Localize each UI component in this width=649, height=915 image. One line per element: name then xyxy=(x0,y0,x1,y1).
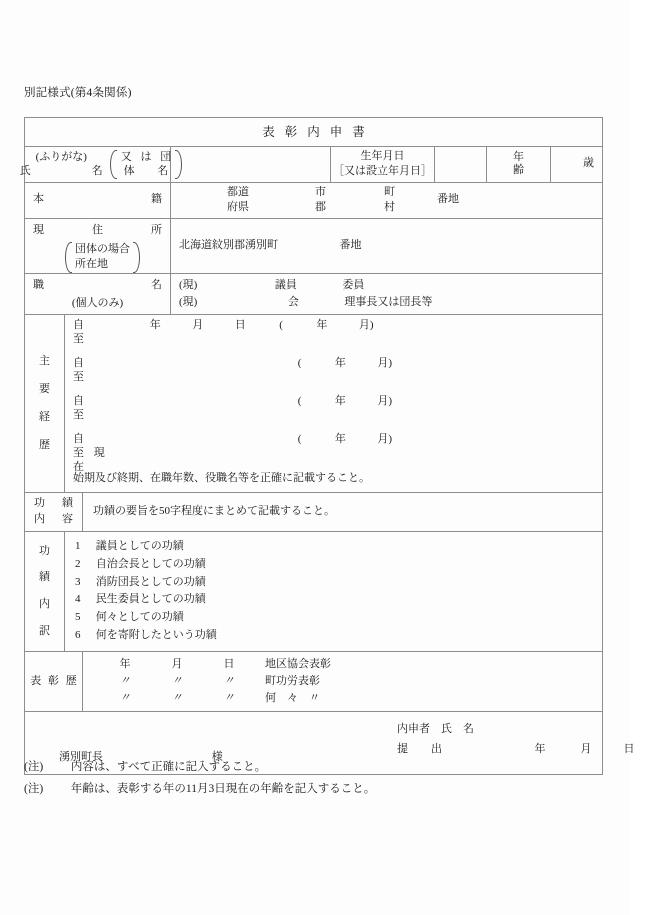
career-entry-row[interactable] xyxy=(65,391,602,429)
career-2-paren-open: ( xyxy=(297,394,302,407)
merit-content-value-field[interactable] xyxy=(83,492,603,531)
job-title-sub-label: (個人のみ) xyxy=(71,296,124,309)
job-line2-right: 理事長又は団長等 xyxy=(344,295,433,308)
submission-details xyxy=(397,720,649,759)
career-2-from: 自 xyxy=(73,394,84,407)
bracket-right-icon xyxy=(133,242,140,274)
birth-date-value-field[interactable] xyxy=(435,147,487,183)
award-2-name: 何 々 〃 xyxy=(265,692,320,705)
note-0-text: 内容は、すべて正確に記入すること。 xyxy=(70,761,267,773)
career-1-paren-year: 年 xyxy=(334,356,346,369)
career-0-day: 日 xyxy=(234,318,246,331)
submit-day-label: 日 xyxy=(623,742,635,755)
list-item xyxy=(75,556,602,574)
current-address-value-field[interactable] xyxy=(171,218,603,273)
career-1-paren-open: ( xyxy=(297,356,302,369)
career-0-paren-month: 月) xyxy=(358,318,374,331)
current-address-label-2: 住 xyxy=(92,223,103,236)
organization-case-label: 団体の場合 xyxy=(75,242,130,255)
merit-breakdown-row xyxy=(25,531,603,652)
recipient-name: 湧別町長 xyxy=(59,751,103,764)
award-row xyxy=(83,690,602,707)
award-2-month: 〃 xyxy=(171,692,183,705)
permanent-domicile-value-field[interactable] xyxy=(171,182,603,218)
award-history-label: 表 彰 歴 xyxy=(30,674,79,687)
career-0-to: 至 xyxy=(73,332,84,345)
prefecture-top: 都道 xyxy=(227,185,249,198)
job-title-row xyxy=(25,273,603,314)
career-label-char-0: 主 xyxy=(39,354,50,367)
note-item xyxy=(24,756,375,778)
award-row xyxy=(83,673,602,690)
award-1-name: 町功労表彰 xyxy=(265,675,320,688)
age-unit-label: 歳 xyxy=(583,157,595,170)
career-0-paren-year: 年 xyxy=(316,318,328,331)
name-birth-age-row xyxy=(25,147,603,183)
address-banchi-label: 番地 xyxy=(339,238,362,251)
form-number-label: 別記様式(第4条関係) xyxy=(24,87,132,99)
prefecture-bottom: 府県 xyxy=(227,201,249,214)
merit-item-4-text: 何々としての功績 xyxy=(95,611,184,624)
note-item xyxy=(24,778,375,800)
banchi-label: 番地 xyxy=(437,193,459,206)
career-label-char-1: 要 xyxy=(39,382,50,395)
birth-date-label-line2: ［又は設立年月日］ xyxy=(333,165,432,178)
merit-content-label-r2-left: 内 xyxy=(34,512,45,525)
age-label-cell xyxy=(487,147,551,183)
award-1-day: 〃 xyxy=(223,675,235,688)
job-line1-prefix: (現) xyxy=(179,279,198,292)
job-line1-right: 委員 xyxy=(342,279,365,292)
age-label-line1: 年 xyxy=(513,150,524,163)
group-name-line2: 体 名 xyxy=(123,165,172,178)
merit-breakdown-label-char-2: 内 xyxy=(39,598,50,611)
merit-item-0-num: 1 xyxy=(75,539,81,552)
bracket-left-icon xyxy=(65,242,72,274)
note-1-tag: (注) xyxy=(24,783,44,796)
town-top: 町 xyxy=(384,185,395,198)
note-0-tag: (注) xyxy=(24,761,44,773)
job-title-line-1 xyxy=(179,277,602,294)
award-2-year: 〃 xyxy=(119,692,131,705)
form-title-cell xyxy=(25,118,603,147)
name-value-field[interactable] xyxy=(171,147,331,183)
job-line1-mid: 議員 xyxy=(274,279,297,292)
current-address-label-1: 現 xyxy=(33,223,44,236)
submit-month-label: 月 xyxy=(580,742,592,755)
career-history-note: 始期及び終期、在職年数、役職名等を正確に記載すること。 xyxy=(73,471,370,484)
award-2-day: 〃 xyxy=(223,692,235,705)
organization-location-label: 所在地 xyxy=(75,258,108,271)
merit-item-2-num: 3 xyxy=(75,575,81,588)
age-value-field[interactable] xyxy=(551,147,603,183)
career-3-paren-month: 月) xyxy=(377,432,393,445)
bracket-right-icon xyxy=(175,150,182,180)
career-0-month: 月 xyxy=(192,318,204,331)
applicant-name-label: 内申者 氏 名 xyxy=(397,723,474,736)
job-title-line-2 xyxy=(179,294,602,311)
merit-breakdown-label-char-0: 功 xyxy=(39,544,50,557)
merit-item-4-num: 5 xyxy=(75,611,81,624)
award-0-month: 月 xyxy=(171,658,183,671)
career-history-row xyxy=(25,314,603,492)
merit-content-label-r1-right: 績 xyxy=(62,496,73,509)
permanent-domicile-label-left: 本 xyxy=(33,193,44,206)
list-item xyxy=(75,627,602,645)
award-0-day: 日 xyxy=(223,658,235,671)
permanent-domicile-label-right: 籍 xyxy=(151,193,162,206)
page-title: 表彰内申書 xyxy=(262,124,375,139)
award-history-body-cell[interactable] xyxy=(83,652,603,712)
merit-breakdown-list-cell[interactable] xyxy=(65,531,603,652)
birth-date-value xyxy=(435,161,486,167)
prefecture-pair xyxy=(227,185,249,216)
career-3-from: 自 xyxy=(73,432,84,445)
name-label-cell xyxy=(19,147,175,183)
list-item xyxy=(75,609,602,627)
career-entry-row[interactable] xyxy=(65,315,602,353)
career-label-char-2: 経 xyxy=(39,411,50,424)
merit-item-3-num: 4 xyxy=(75,593,81,606)
career-3-paren-year: 年 xyxy=(334,432,346,445)
city-top: 市 xyxy=(315,185,326,198)
commendation-recommendation-form xyxy=(19,117,635,775)
career-3-to: 至 xyxy=(73,446,84,459)
merit-content-label-r1-left: 功 xyxy=(34,496,45,509)
award-1-month: 〃 xyxy=(171,675,183,688)
current-address-value: 北海道紋別郡湧別町 xyxy=(179,238,278,251)
bracket-left-icon xyxy=(110,150,117,180)
merit-item-0-text: 議員としての功績 xyxy=(95,539,184,552)
group-name-bracket xyxy=(110,150,183,180)
career-3-paren-open: ( xyxy=(297,432,302,445)
career-1-to: 至 xyxy=(73,370,84,383)
name-value xyxy=(171,161,330,167)
award-history-label-cell xyxy=(25,652,83,712)
merit-item-1-num: 2 xyxy=(75,557,81,570)
merit-item-3-text: 民生委員としての功績 xyxy=(95,593,206,606)
merit-content-row xyxy=(25,492,603,531)
form-title-row xyxy=(25,118,603,147)
town-bottom: 村 xyxy=(384,201,395,214)
career-history-body[interactable] xyxy=(65,314,603,492)
age-label-line2: 齢 xyxy=(513,164,524,177)
permanent-domicile-row xyxy=(25,182,603,218)
submit-date-label: 提 出 xyxy=(397,742,448,755)
recipient-honorific: 様 xyxy=(211,751,223,764)
permanent-domicile-label-cell xyxy=(25,182,171,218)
current-address-label-3: 所 xyxy=(151,223,162,236)
job-title-label-cell xyxy=(25,273,171,314)
merit-breakdown-list xyxy=(65,533,602,650)
career-label-char-3: 歴 xyxy=(39,439,50,452)
career-1-from: 自 xyxy=(73,356,84,369)
award-history-row xyxy=(25,652,603,712)
job-title-value-field[interactable] xyxy=(171,273,603,314)
town-pair xyxy=(384,185,395,216)
job-title-label-right: 名 xyxy=(151,278,162,291)
merit-breakdown-label-cell xyxy=(25,531,65,652)
job-title-label-left: 職 xyxy=(33,278,44,291)
name-label: 氏 名 xyxy=(19,165,110,178)
award-row xyxy=(83,656,602,673)
furigana-label: (ふりがな) xyxy=(35,150,87,163)
career-2-to: 至 xyxy=(73,408,84,421)
group-name-line1: 又 は 団 xyxy=(120,150,175,163)
career-history-label xyxy=(25,341,64,465)
career-0-year: 年 xyxy=(149,318,161,331)
merit-content-text: 功績の要旨を50字程度にまとめて記載すること。 xyxy=(93,504,335,517)
city-bottom: 郡 xyxy=(315,201,326,214)
merit-breakdown-label xyxy=(25,532,64,652)
merit-item-5-num: 6 xyxy=(75,629,81,641)
city-pair xyxy=(315,185,326,216)
job-line2-mid: 会 xyxy=(287,295,299,308)
award-history-list xyxy=(83,652,602,711)
career-entry-row[interactable] xyxy=(65,353,602,391)
merit-item-2-text: 消防団長としての功績 xyxy=(95,575,206,588)
merit-content-label-cell xyxy=(25,492,83,531)
birth-date-label-cell xyxy=(331,147,435,183)
career-0-from: 自 xyxy=(73,318,84,331)
career-0-paren-open: ( xyxy=(279,318,283,331)
list-item xyxy=(75,591,602,609)
career-1-paren-month: 月) xyxy=(377,356,393,369)
note-1-text: 年齢は、表彰する年の11月3日現在の年齢を記入すること。 xyxy=(70,783,376,796)
list-item xyxy=(75,574,602,592)
career-2-paren-month: 月) xyxy=(377,394,393,407)
merit-breakdown-label-char-3: 訳 xyxy=(39,625,50,638)
current-address-label-cell xyxy=(25,218,171,273)
career-3-to-suffix: 現在 xyxy=(73,446,105,474)
award-0-year: 年 xyxy=(119,658,131,671)
birth-date-label-line1: 生年月日 xyxy=(360,150,405,162)
award-1-year: 〃 xyxy=(119,675,131,688)
list-item xyxy=(75,538,602,556)
merit-item-5-text: 何を寄附したという功績 xyxy=(95,629,217,641)
career-2-paren-year: 年 xyxy=(334,394,346,407)
footer-notes xyxy=(24,756,375,801)
merit-breakdown-label-char-1: 績 xyxy=(39,571,50,584)
award-0-name: 地区協会表彰 xyxy=(265,658,331,671)
submit-year-label: 年 xyxy=(534,742,546,755)
merit-item-1-text: 自治会長としての功績 xyxy=(95,557,206,570)
organization-location-bracket xyxy=(65,242,140,274)
career-history-label-cell xyxy=(25,314,65,492)
merit-content-label-r2-right: 容 xyxy=(62,512,73,525)
current-address-row xyxy=(25,218,603,273)
career-entry-row[interactable] xyxy=(65,429,602,474)
job-line2-prefix: (現) xyxy=(179,295,198,308)
